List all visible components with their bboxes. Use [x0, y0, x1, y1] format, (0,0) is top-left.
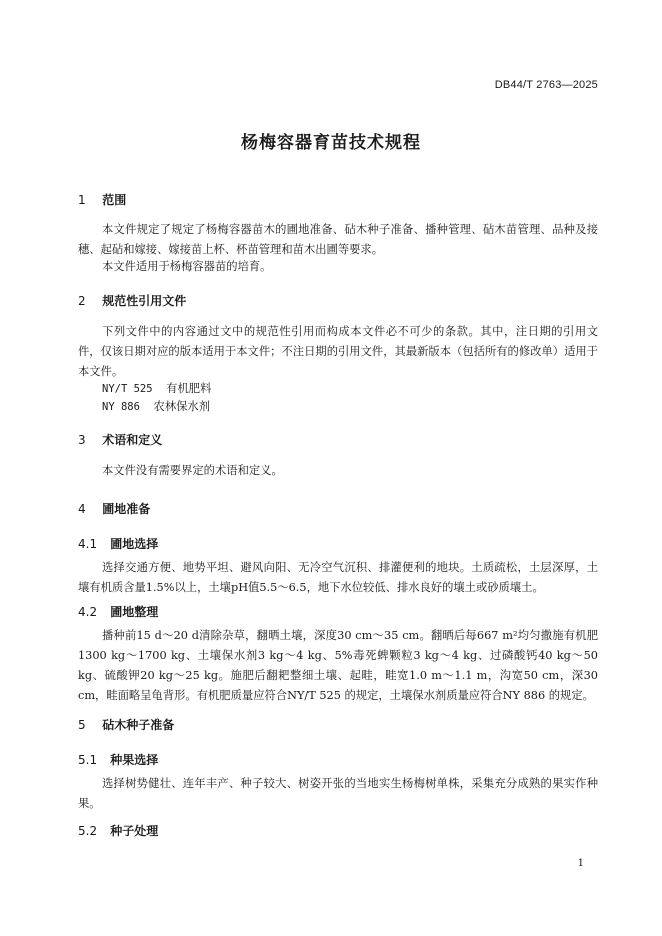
section-3-paragraph-1: 本文件没有需要界定的术语和定义。 — [102, 464, 283, 477]
section-3-heading — [78, 431, 162, 448]
reference-item — [102, 380, 211, 398]
subsection-title: 圃地整理 — [110, 605, 159, 619]
section-2-paragraph-1: 下列文件中的内容通过文中的规范性引用而构成本文件必不可少的条款。其中，注日期的引用文件，仅该日期对应的版本适用于本文件；不注日期的引用文件，其最新版本（包括所有的修改单）适用于本文件。 — [78, 325, 598, 378]
section-number: 2 — [78, 294, 86, 308]
subsection-title: 圃地选择 — [110, 537, 159, 551]
section-number: 1 — [78, 193, 86, 207]
section-title: 术语和定义 — [102, 433, 163, 447]
subsection-number: 5.2 — [78, 824, 98, 838]
subsection-4-2-paragraph: 播种前15 d～20 d清除杂草，翻晒土壤，深度30 cm～35 cm。翻晒后每667 m²均匀撒施有机肥1300 kg～1700 kg、土壤保水剂3 kg～4 kg、5%毒死蜱颗粒3 kg～4 kg、过磷酸钙40 kg～50 kg、硫酸钾20 kg～25 kg。施肥后翻耙整细土壤、起畦，畦宽1.0 m～1.1 m，沟宽50 cm，深30 cm，畦面略呈龟背形。有机肥质量应符合NY/T 525 的规定，土壤保水剂质量应符合NY 886 的规定。 — [78, 629, 598, 702]
section-5-heading — [78, 716, 174, 733]
subsection-number: 5.1 — [78, 753, 98, 767]
reference-code: NY/T 525 — [102, 383, 153, 395]
subsection-title: 种子处理 — [110, 824, 159, 838]
reference-name: 农林保水剂 — [153, 400, 211, 413]
document-title: 杨梅容器育苗技术规程 — [241, 133, 421, 153]
subsection-4-1-paragraph: 选择交通方便、地势平坦、避风向阳、无冷空气沉积、排灌便利的地块。土质疏松，土层深厚，土壤有机质含量1.5%以上，土壤pH值5.5～6.5，地下水位较低、排水良好的壤土或砂质壤土。 — [78, 561, 598, 594]
section-4-heading — [78, 500, 150, 517]
subsection-4-2-heading — [78, 603, 158, 620]
page-number: 1 — [577, 858, 584, 869]
section-title: 砧木种子准备 — [102, 718, 175, 732]
subsection-4-1-heading — [78, 535, 158, 552]
section-number: 5 — [78, 718, 86, 732]
section-1-heading — [78, 191, 126, 208]
standard-code: DB44/T 2763—2025 — [494, 79, 598, 91]
section-title: 规范性引用文件 — [102, 294, 187, 308]
section-number: 4 — [78, 502, 86, 516]
section-1-paragraph-1: 本文件规定了规定了杨梅容器苗木的圃地准备、砧木种子准备、播种管理、砧木苗管理、品种及接穗、起砧和嫁接、嫁接苗上杯、杯苗管理和苗木出圃等要求。 — [78, 223, 598, 256]
subsection-number: 4.2 — [78, 605, 98, 619]
section-number: 3 — [78, 433, 86, 447]
reference-name: 有机肥料 — [166, 382, 212, 395]
reference-item — [102, 398, 210, 416]
section-1-paragraph-2: 本文件适用于杨梅容器苗的培育。 — [102, 260, 272, 273]
section-2-heading — [78, 292, 186, 309]
subsection-number: 4.1 — [78, 537, 98, 551]
subsection-title: 种果选择 — [110, 753, 159, 767]
section-title: 圃地准备 — [102, 502, 151, 516]
subsection-5-1-heading — [78, 751, 158, 768]
section-title: 范围 — [102, 193, 127, 207]
reference-code: NY 886 — [102, 401, 140, 413]
subsection-5-1-paragraph: 选择树势健壮、连年丰产、种子较大、树姿开张的当地实生杨梅树单株，采集充分成熟的果实作种果。 — [78, 777, 598, 810]
subsection-5-2-heading — [78, 822, 158, 839]
